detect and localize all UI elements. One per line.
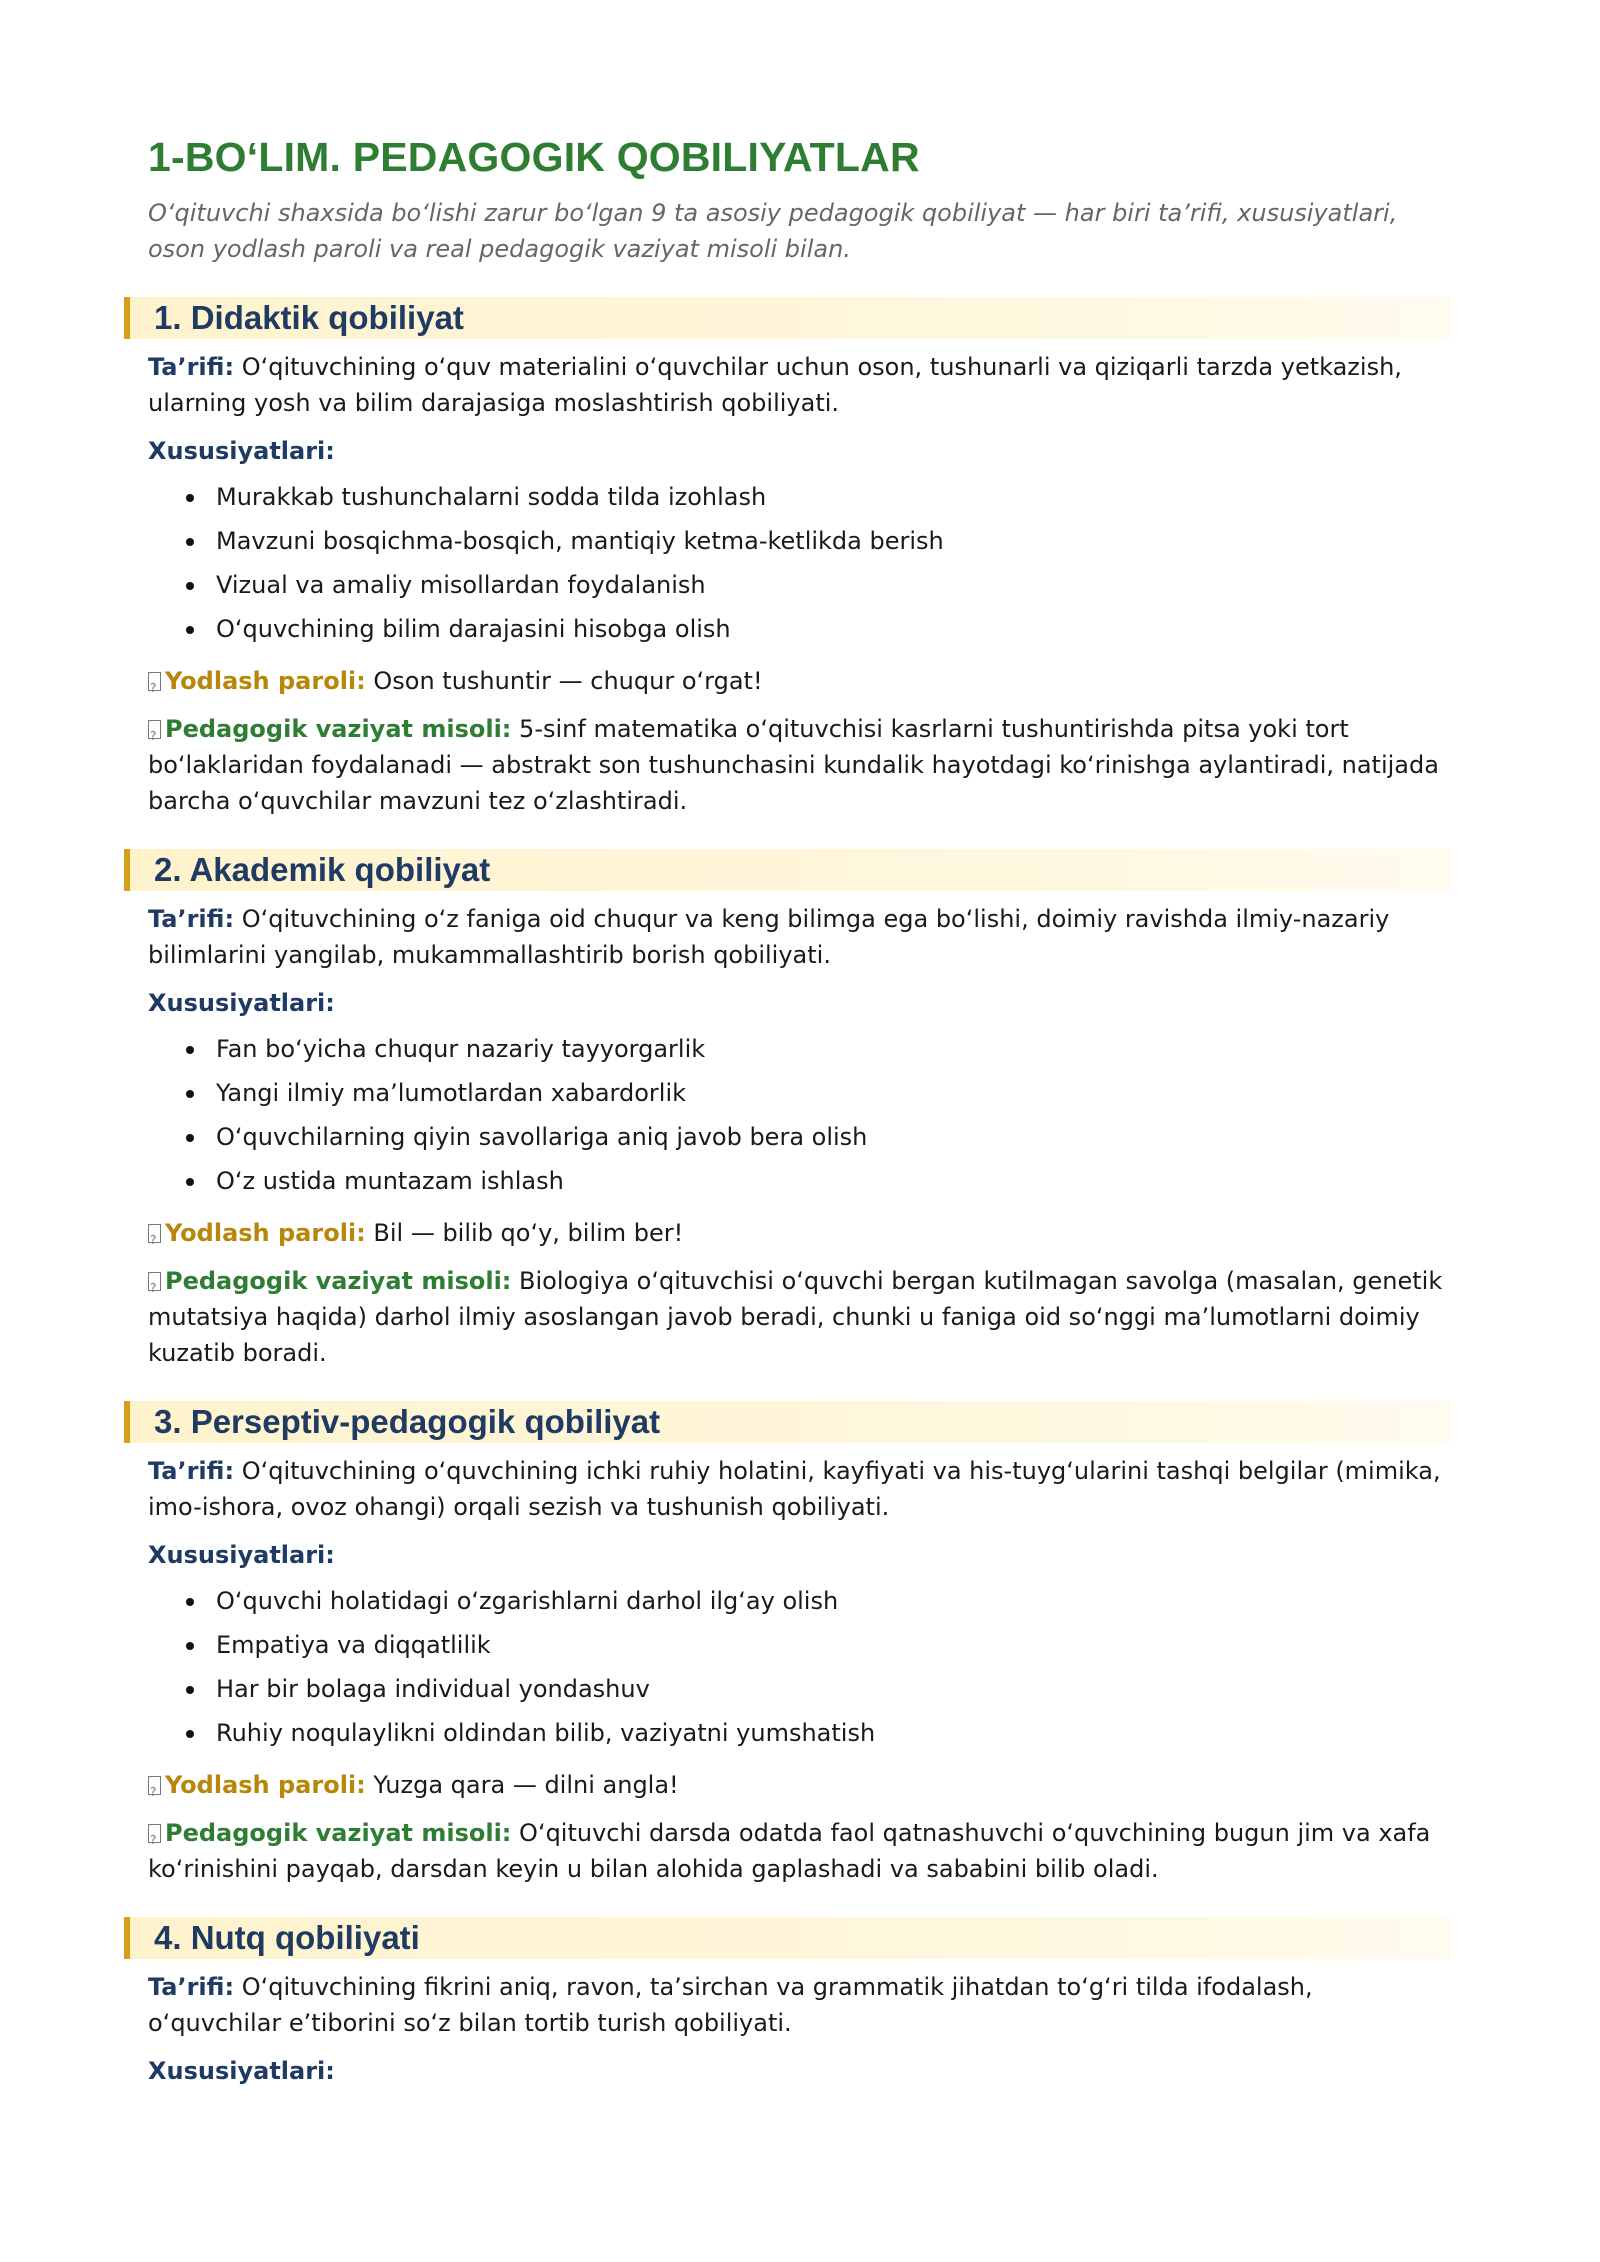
example-paragraph bbox=[148, 1815, 1450, 1887]
definition-label: Ta’rifi: bbox=[148, 905, 235, 933]
list-item: Empatiya va diqqatlilik bbox=[216, 1623, 1450, 1667]
section-heading: 3. Perseptiv-pedagogik qobiliyat bbox=[154, 1403, 661, 1440]
section-akademik bbox=[148, 849, 1450, 1371]
mnemonic-paragraph bbox=[148, 1215, 1450, 1251]
section-heading: 2. Akademik qobiliyat bbox=[154, 851, 491, 888]
definition-paragraph bbox=[148, 349, 1450, 421]
example-text: Biologiya o‘qituvchisi o‘quvchi bergan kutilmagan savolga (masalan, genetik mutatsiya haqida) darhol ilmiy asoslangan javob beradi, chunki u faniga oid so‘nggi ma’lumotlarni doimiy kuzatib boradi. bbox=[148, 1267, 1443, 1367]
list-item: Ruhiy noqulaylikni oldindan bilib, vaziyatni yumshatish bbox=[216, 1711, 1450, 1755]
definition-label: Ta’rifi: bbox=[148, 1457, 235, 1485]
definition-text: O‘qituvchining o‘quv materialini o‘quvchilar uchun oson, tushunarli va qiziqarli tarzda yetkazish, ularning yosh va bilim darajasiga moslashtirish qobiliyati. bbox=[148, 353, 1402, 417]
missing-glyph-icon bbox=[148, 1776, 161, 1795]
mnemonic-paragraph bbox=[148, 663, 1450, 699]
list-item: Murakkab tushunchalarni sodda tilda izohlash bbox=[216, 475, 1450, 519]
mnemonic-label: Yodlash paroli: bbox=[165, 1219, 366, 1247]
definition-paragraph bbox=[148, 1969, 1450, 2041]
definition-paragraph bbox=[148, 901, 1450, 973]
example-text: O‘qituvchi darsda odatda faol qatnashuvchi o‘quvchining bugun jim va xafa ko‘rinishini payqab, darsdan keyin u bilan alohida gaplashadi va sababini bilib oladi. bbox=[148, 1819, 1431, 1883]
list-item: Yangi ilmiy ma’lumotlardan xabardorlik bbox=[216, 1071, 1450, 1115]
missing-glyph-icon bbox=[148, 720, 161, 739]
example-text: 5-sinf matematika o‘qituvchisi kasrlarni tushuntirishda pitsa yoki tort bo‘laklaridan foydalanadi — abstrakt son tushunchasini kundalik hayotdagi ko‘rinishga aylantiradi, natijada barcha o‘quvchilar mavzuni tez o‘zlashtiradi. bbox=[148, 715, 1439, 815]
list-item: Fan bo‘yicha chuqur nazariy tayyorgarlik bbox=[216, 1027, 1450, 1071]
section-perseptiv bbox=[148, 1401, 1450, 1887]
definition-text: O‘qituvchining fikrini aniq, ravon, ta’sirchan va grammatik jihatdan to‘g‘ri tilda ifodalash, o‘quvchilar e’tiborini so‘z bilan tortib turish qobiliyati. bbox=[148, 1973, 1313, 2037]
missing-glyph-icon bbox=[148, 1224, 161, 1243]
section-didaktik bbox=[148, 297, 1450, 819]
list-item: O‘quvchilarning qiyin savollariga aniq javob bera olish bbox=[216, 1115, 1450, 1159]
section-heading: 4. Nutq qobiliyati bbox=[154, 1919, 420, 1956]
section-heading-bar bbox=[124, 297, 1450, 339]
definition-label: Ta’rifi: bbox=[148, 1973, 235, 2001]
mnemonic-label: Yodlash paroli: bbox=[165, 1771, 366, 1799]
definition-text: O‘qituvchining o‘quvchining ichki ruhiy holatini, kayfiyati va his-tuyg‘ularini tashqi belgilar (mimika, imo-ishora, ovoz ohangi) orqali sezish va tushunish qobiliyati. bbox=[148, 1457, 1441, 1521]
list-item: O‘quvchining bilim darajasini hisobga olish bbox=[216, 607, 1450, 651]
example-label: Pedagogik vaziyat misoli: bbox=[165, 1819, 512, 1847]
missing-glyph-icon bbox=[148, 1824, 161, 1843]
mnemonic-text: Bil — bilib qo‘y, bilim ber! bbox=[373, 1219, 684, 1247]
features-label: Xususiyatlari: bbox=[148, 989, 335, 1017]
features-label: Xususiyatlari: bbox=[148, 1541, 335, 1569]
features-label: Xususiyatlari: bbox=[148, 437, 335, 465]
list-item: O‘z ustida muntazam ishlash bbox=[216, 1159, 1450, 1203]
list-item: Har bir bolaga individual yondashuv bbox=[216, 1667, 1450, 1711]
definition-label: Ta’rifi: bbox=[148, 353, 235, 381]
section-nutq bbox=[148, 1917, 1450, 2089]
mnemonic-label: Yodlash paroli: bbox=[165, 667, 366, 695]
mnemonic-text: Yuzga qara — dilni angla! bbox=[373, 1771, 679, 1799]
definition-paragraph bbox=[148, 1453, 1450, 1525]
missing-glyph-icon bbox=[148, 672, 161, 691]
example-label: Pedagogik vaziyat misoli: bbox=[165, 715, 512, 743]
page-subtitle: O‘qituvchi shaxsida bo‘lishi zarur bo‘lgan 9 ta asosiy pedagogik qobiliyat — har biri ta’rifi, xususiyatlari, oson yodlash paroli va real pedagogik vaziyat misoli bilan. bbox=[148, 199, 1398, 263]
features-list bbox=[148, 1579, 1450, 1755]
section-heading-bar bbox=[124, 849, 1450, 891]
features-list bbox=[148, 475, 1450, 651]
list-item: O‘quvchi holatidagi o‘zgarishlarni darhol ilg‘ay olish bbox=[216, 1579, 1450, 1623]
section-heading-bar bbox=[124, 1401, 1450, 1443]
example-paragraph bbox=[148, 711, 1450, 819]
features-label: Xususiyatlari: bbox=[148, 2057, 335, 2085]
list-item: Vizual va amaliy misollardan foydalanish bbox=[216, 563, 1450, 607]
mnemonic-paragraph bbox=[148, 1767, 1450, 1803]
list-item: Mavzuni bosqichma-bosqich, mantiqiy ketma-ketlikda berish bbox=[216, 519, 1450, 563]
missing-glyph-icon bbox=[148, 1272, 161, 1291]
example-label: Pedagogik vaziyat misoli: bbox=[165, 1267, 512, 1295]
features-list bbox=[148, 1027, 1450, 1203]
section-heading-bar bbox=[124, 1917, 1450, 1959]
mnemonic-text: Oson tushuntir — chuqur o‘rgat! bbox=[373, 667, 763, 695]
page-title: 1-BO‘LIM. PEDAGOGIK QOBILIYATLAR bbox=[148, 134, 920, 180]
section-heading: 1. Didaktik qobiliyat bbox=[154, 299, 464, 336]
example-paragraph bbox=[148, 1263, 1450, 1371]
definition-text: O‘qituvchining o‘z faniga oid chuqur va keng bilimga ega bo‘lishi, doimiy ravishda ilmiy-nazariy bilimlarini yangilab, mukammallashtirib borish qobiliyati. bbox=[148, 905, 1390, 969]
